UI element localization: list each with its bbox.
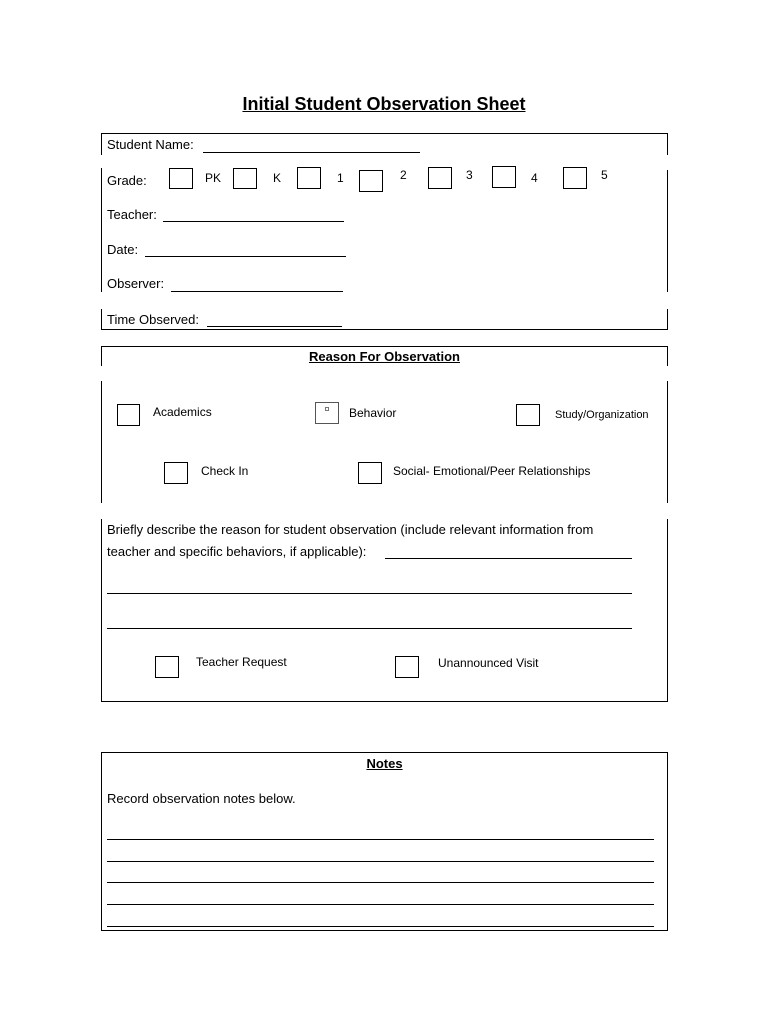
student-name-label: Student Name: (107, 137, 194, 152)
describe-box-bottom-border (101, 701, 668, 702)
info-box-top-border (101, 133, 668, 134)
describe-field-line-2[interactable] (107, 593, 632, 594)
time-box-right-border (667, 309, 668, 330)
study-organization-label: Study/Organization (555, 409, 649, 421)
info-box-left-border-top (101, 133, 102, 155)
grade-3-checkbox[interactable] (428, 167, 452, 189)
academics-checkbox[interactable] (117, 404, 140, 426)
describe-field-line-1[interactable] (385, 558, 632, 559)
unannounced-visit-label: Unannounced Visit (438, 656, 539, 670)
grade-k-label: K (273, 171, 282, 185)
grade-k-checkbox[interactable] (233, 168, 257, 189)
teacher-request-label: Teacher Request (196, 655, 287, 669)
behavior-checkbox-mark (325, 407, 329, 411)
info-box-right-border-mid (667, 170, 668, 292)
notes-line-3[interactable] (107, 882, 654, 883)
describe-instruction-line-1: Briefly describe the reason for student observation (include relevant information from (107, 522, 594, 537)
describe-instruction-line-2: teacher and specific behaviors, if applicable): (107, 544, 367, 559)
time-observed-field[interactable] (207, 326, 342, 327)
observer-label: Observer: (107, 276, 165, 291)
notes-instruction: Record observation notes below. (107, 791, 296, 806)
social-emotional-checkbox[interactable] (358, 462, 382, 484)
grade-3-label: 3 (466, 168, 473, 182)
grade-4-label: 4 (531, 171, 538, 185)
describe-field-line-3[interactable] (107, 628, 632, 629)
info-box-right-border-top (667, 133, 668, 155)
study-organization-checkbox[interactable] (516, 404, 540, 426)
behavior-checkbox[interactable] (315, 402, 339, 424)
notes-line-5[interactable] (107, 926, 654, 927)
behavior-label: Behavior (349, 406, 397, 420)
grade-pk-label: PK (205, 171, 222, 185)
teacher-request-checkbox[interactable] (155, 656, 179, 678)
student-name-field[interactable] (203, 152, 420, 153)
date-field[interactable] (145, 256, 346, 257)
notes-line-4[interactable] (107, 904, 654, 905)
time-box-bottom-border (101, 329, 668, 330)
describe-box-right-border (667, 519, 668, 701)
reason-box-top-border (101, 346, 668, 347)
social-emotional-label: Social- Emotional/Peer Relationships (393, 464, 591, 478)
grade-2-label: 2 (400, 168, 407, 182)
observer-field[interactable] (171, 291, 343, 292)
notes-line-1[interactable] (107, 839, 654, 840)
describe-box-left-border (101, 519, 102, 701)
time-observed-label: Time Observed: (107, 312, 199, 327)
info-box-left-border-mid (101, 168, 102, 292)
grade-1-label: 1 (337, 171, 344, 185)
time-box-left-border (101, 309, 102, 330)
teacher-label: Teacher: (107, 207, 157, 222)
notes-line-2[interactable] (107, 861, 654, 862)
check-in-label: Check In (201, 464, 249, 478)
grade-5-label: 5 (601, 168, 608, 182)
form-title: Initial Student Observation Sheet (242, 94, 526, 114)
grade-1-checkbox[interactable] (297, 167, 321, 189)
academics-label: Academics (153, 405, 212, 419)
reason-options-left-border (101, 381, 102, 503)
grade-5-checkbox[interactable] (563, 167, 587, 189)
notes-heading: Notes (366, 756, 403, 771)
grade-pk-checkbox[interactable] (169, 168, 193, 189)
reason-options-right-border (667, 381, 668, 503)
grade-4-checkbox[interactable] (492, 166, 516, 188)
reason-heading: Reason For Observation (309, 349, 460, 364)
grade-2-checkbox[interactable] (359, 170, 383, 192)
unannounced-visit-checkbox[interactable] (395, 656, 419, 678)
date-label: Date: (107, 242, 139, 257)
teacher-field[interactable] (163, 221, 344, 222)
grade-label: Grade: (107, 173, 147, 188)
check-in-checkbox[interactable] (164, 462, 188, 484)
